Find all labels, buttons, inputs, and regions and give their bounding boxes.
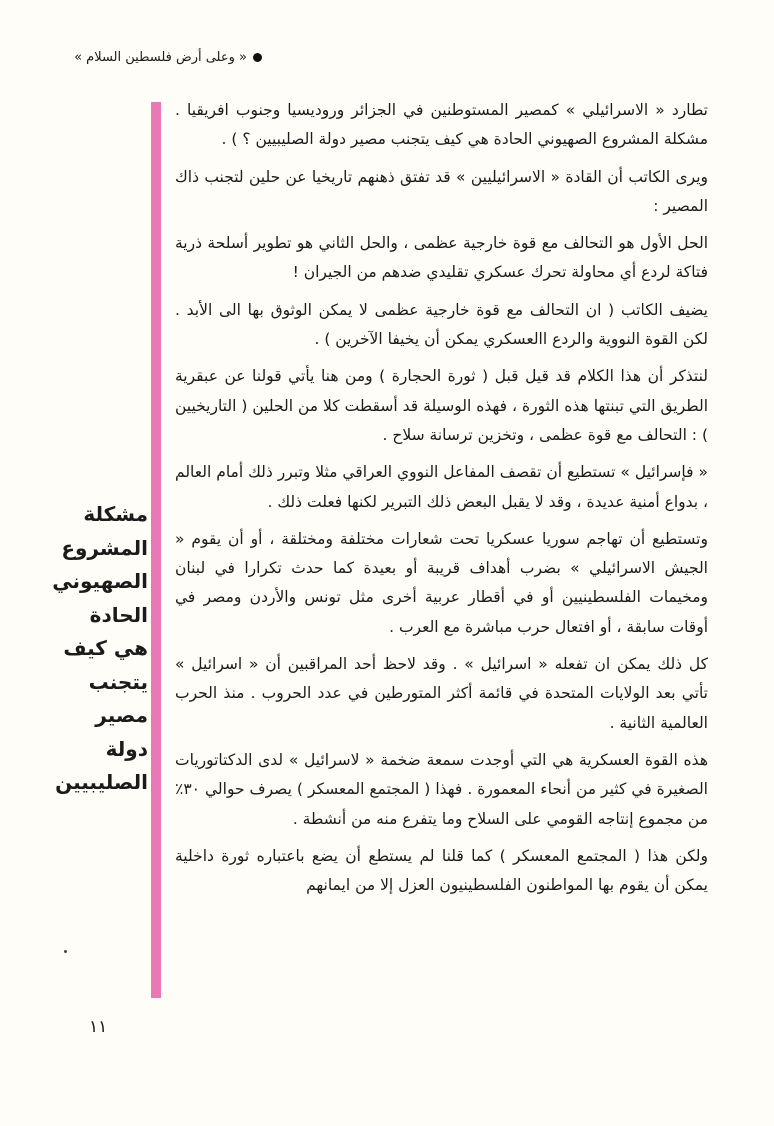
margin-mark bbox=[64, 950, 67, 953]
paragraph: لنتذكر أن هذا الكلام قد قيل قبل ( ثورة الحجارة ) ومن هنا يأتي قولنا عن عبقرية الطريق التي تبنتها هذه الثورة ، فهذه الوسيلة قد أسقطت كلا من الحلين ( التاريخيين ) : التحالف مع قوة عظمى ، وتخزين ترسانة سلاح . bbox=[175, 367, 708, 444]
pull-quote bbox=[52, 498, 148, 800]
paragraph: ولكن هذا ( المجتمع المعسكر ) كما قلنا لم يستطع أن يضع باعتباره ثورة داخلية يمكن أن يقوم بها المواطنون الفلسطينيون العزل إلا من ايمانهم bbox=[175, 846, 708, 895]
pull-quote-line: مشكلة bbox=[83, 502, 148, 526]
bullet-icon bbox=[253, 53, 262, 62]
paragraph: يضيف الكاتب ( ان التحالف مع قوة خارجية عظمى لا يمكن الوثوق بها الى الأبد . لكن القوة النووية والردع االعسكري يمكن أن يخيفا الآخرين ) . bbox=[175, 300, 708, 349]
running-header bbox=[62, 50, 262, 65]
paragraph: ويرى الكاتب أن القادة « الاسرائيليين » قد تفتق ذهنهم تاريخيا عن حلين لتجنب ذاك المصير : bbox=[175, 167, 708, 215]
body-text bbox=[175, 96, 708, 908]
paragraph: هذه القوة العسكرية هي التي أوجدت سمعة ضخمة « لاسرائيل » لدى الدكتاتوريات الصغيرة في كثير من أنحاء المعمورة . فهذا ( المجتمع المعسكر ) يصرف حوالي ٣٠٪ من مجموع إنتاجه القومي على السلاح وما يتفرع منه من أنشطة . bbox=[175, 750, 708, 828]
paragraph: كل ذلك يمكن ان تفعله « اسرائيل » . وقد لاحظ أحد المراقبين أن « اسرائيل » تأتي بعد الولايات المتحدة في قائمة أكثر المتورطين في عدد الحروب . منذ الحرب العالمية الثانية . bbox=[175, 655, 708, 732]
paragraph: « فإسرائيل » تستطيع أن تقصف المفاعل النووي العراقي مثلا وتبرر ذلك أمام العالم ، بدواع أمنية عديدة ، وقد لا يقبل البعض ذلك التبرير لكنها فعلت ذلك . bbox=[175, 463, 708, 511]
pull-quote-line: يتجنب bbox=[88, 669, 148, 694]
pull-quote-line: الصهيوني bbox=[52, 569, 148, 593]
pull-quote-line: المشروع bbox=[61, 535, 148, 560]
pink-margin-rule bbox=[151, 102, 161, 998]
paragraph: وتستطيع أن تهاجم سوريا عسكريا تحت شعارات مختلفة ومختلقة ، أو أن يقوم « الجيش الاسرائيلي » بضرب أهداف قريبة أو بعيدة كما حدث تكرارا في لبنان ومخيمات الفلسطينيين أو في أقطار عربية أخرى مثل تونس والأردن ومصر في أوقات سابقة ، أو افتعال حرب مباشرة مع العرب . bbox=[175, 529, 708, 636]
running-title: « وعلى أرض فلسطين السلام » bbox=[74, 50, 247, 65]
pull-quote-line: هي كيف bbox=[63, 636, 148, 660]
pull-quote-line: الحادة bbox=[89, 602, 148, 627]
page-number: ١١ bbox=[89, 1017, 108, 1037]
pull-quote-line: مصير bbox=[95, 703, 148, 727]
pull-quote-line: الصليبيين bbox=[55, 770, 148, 794]
paragraph: تطارد « الاسرائيلي » كمصير المستوطنين في الجزائر وروديسيا وجنوب افريقيا . مشكلة المشروع الصهيوني الحادة هي كيف يتجنب مصير دولة الصليبيين ؟ ) . bbox=[175, 101, 708, 149]
paragraph: الحل الأول هو التحالف مع قوة خارجية عظمى ، والحل الثاني هو تطوير أسلحة ذرية فتاكة لردع أي محاولة تحرك عسكري تقليدي ضدهم من الجيران ! bbox=[175, 234, 708, 282]
pull-quote-line: دولة bbox=[105, 736, 148, 761]
